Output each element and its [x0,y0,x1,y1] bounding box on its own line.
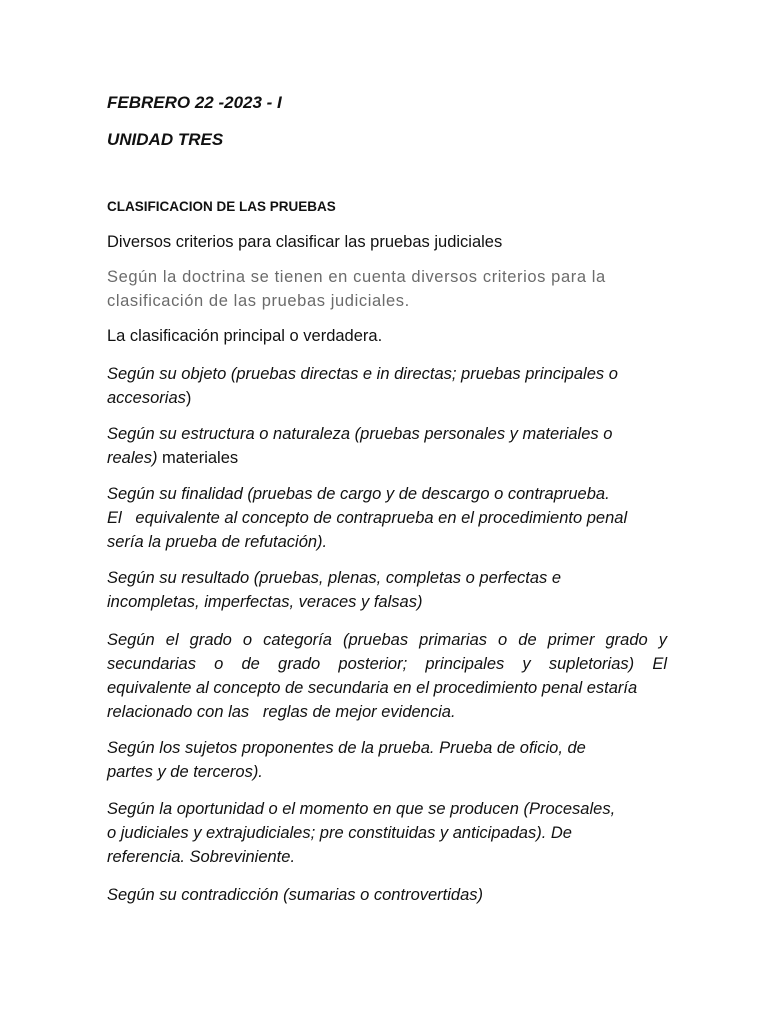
oportunidad-line-2: o judiciales y extrajudiciales; pre constituidas y anticipadas). De [107,824,572,842]
contradiccion-line-1: Según su contradicción (sumarias o controvertidas) [107,886,484,904]
oportunidad-line-1: Según la oportunidad o el momento en que se producen (Procesales, [107,800,616,818]
estructura-content-end: reales) [107,449,158,467]
main-classification-label: La clasificación principal o verdadera. [107,327,383,345]
resultado-line-2: incompletas, imperfectas, veraces y falsas) [107,593,423,611]
unit-title: UNIDAD TRES [107,130,224,149]
intro-line-1: Según la doctrina se tienen en cuenta diversos criterios para la [107,268,606,286]
grado-line-3: equivalente al concepto de secundaria en el procedimiento penal estaría [107,679,638,697]
finalidad-line-3: sería la prueba de refutación). [107,533,328,551]
grado-line-4: relacionado con las reglas de mejor evidencia. [107,703,456,721]
estructura-lead: Según su estructura o naturaleza ( [107,425,361,443]
item-estructura [107,422,667,470]
item-oportunidad [107,797,667,869]
item-contradiccion [107,883,667,907]
estructura-content: pruebas personales y materiales o [360,425,613,443]
objeto-content: pruebas directas e in directas; pruebas principales o [236,365,618,383]
sujetos-line-2: partes y de terceros). [107,763,263,781]
oportunidad-line-3: referencia. Sobreviniente. [107,848,296,866]
section-subtitle: Diversos criterios para clasificar las pruebas judiciales [107,233,503,251]
intro-paragraph [107,265,667,313]
objeto-close-paren: ) [185,389,192,407]
finalidad-line-2: El equivalente al concepto de contraprueba en el procedimiento penal [107,509,628,527]
document-date: FEBRERO 22 -2023 - I [107,93,282,112]
grado-line-1: Según el grado o categoría (pruebas primarias o de primer grado y [107,631,667,649]
intro-line-2: clasificación de las pruebas judiciales. [107,292,410,310]
item-sujetos [107,736,667,784]
item-finalidad [107,482,667,554]
grado-line-2: secundarias o de grado posterior; principales y supletorias) El [107,655,667,673]
resultado-line-1: Según su resultado (pruebas, plenas, completas o perfectas e [107,569,562,587]
item-objeto [107,362,667,410]
sujetos-line-1: Según los sujetos proponentes de la prueba. Prueba de oficio, de [107,739,586,757]
section-title: CLASIFICACION DE LAS PRUEBAS [107,199,336,214]
objeto-content-end: accesorias [107,389,186,407]
finalidad-line-1: Según su finalidad (pruebas de cargo y de descargo o contraprueba. [107,485,610,503]
item-grado [107,628,667,724]
item-resultado [107,566,667,614]
estructura-tail: materiales [157,449,239,467]
objeto-lead: Según su objeto ( [107,365,237,383]
